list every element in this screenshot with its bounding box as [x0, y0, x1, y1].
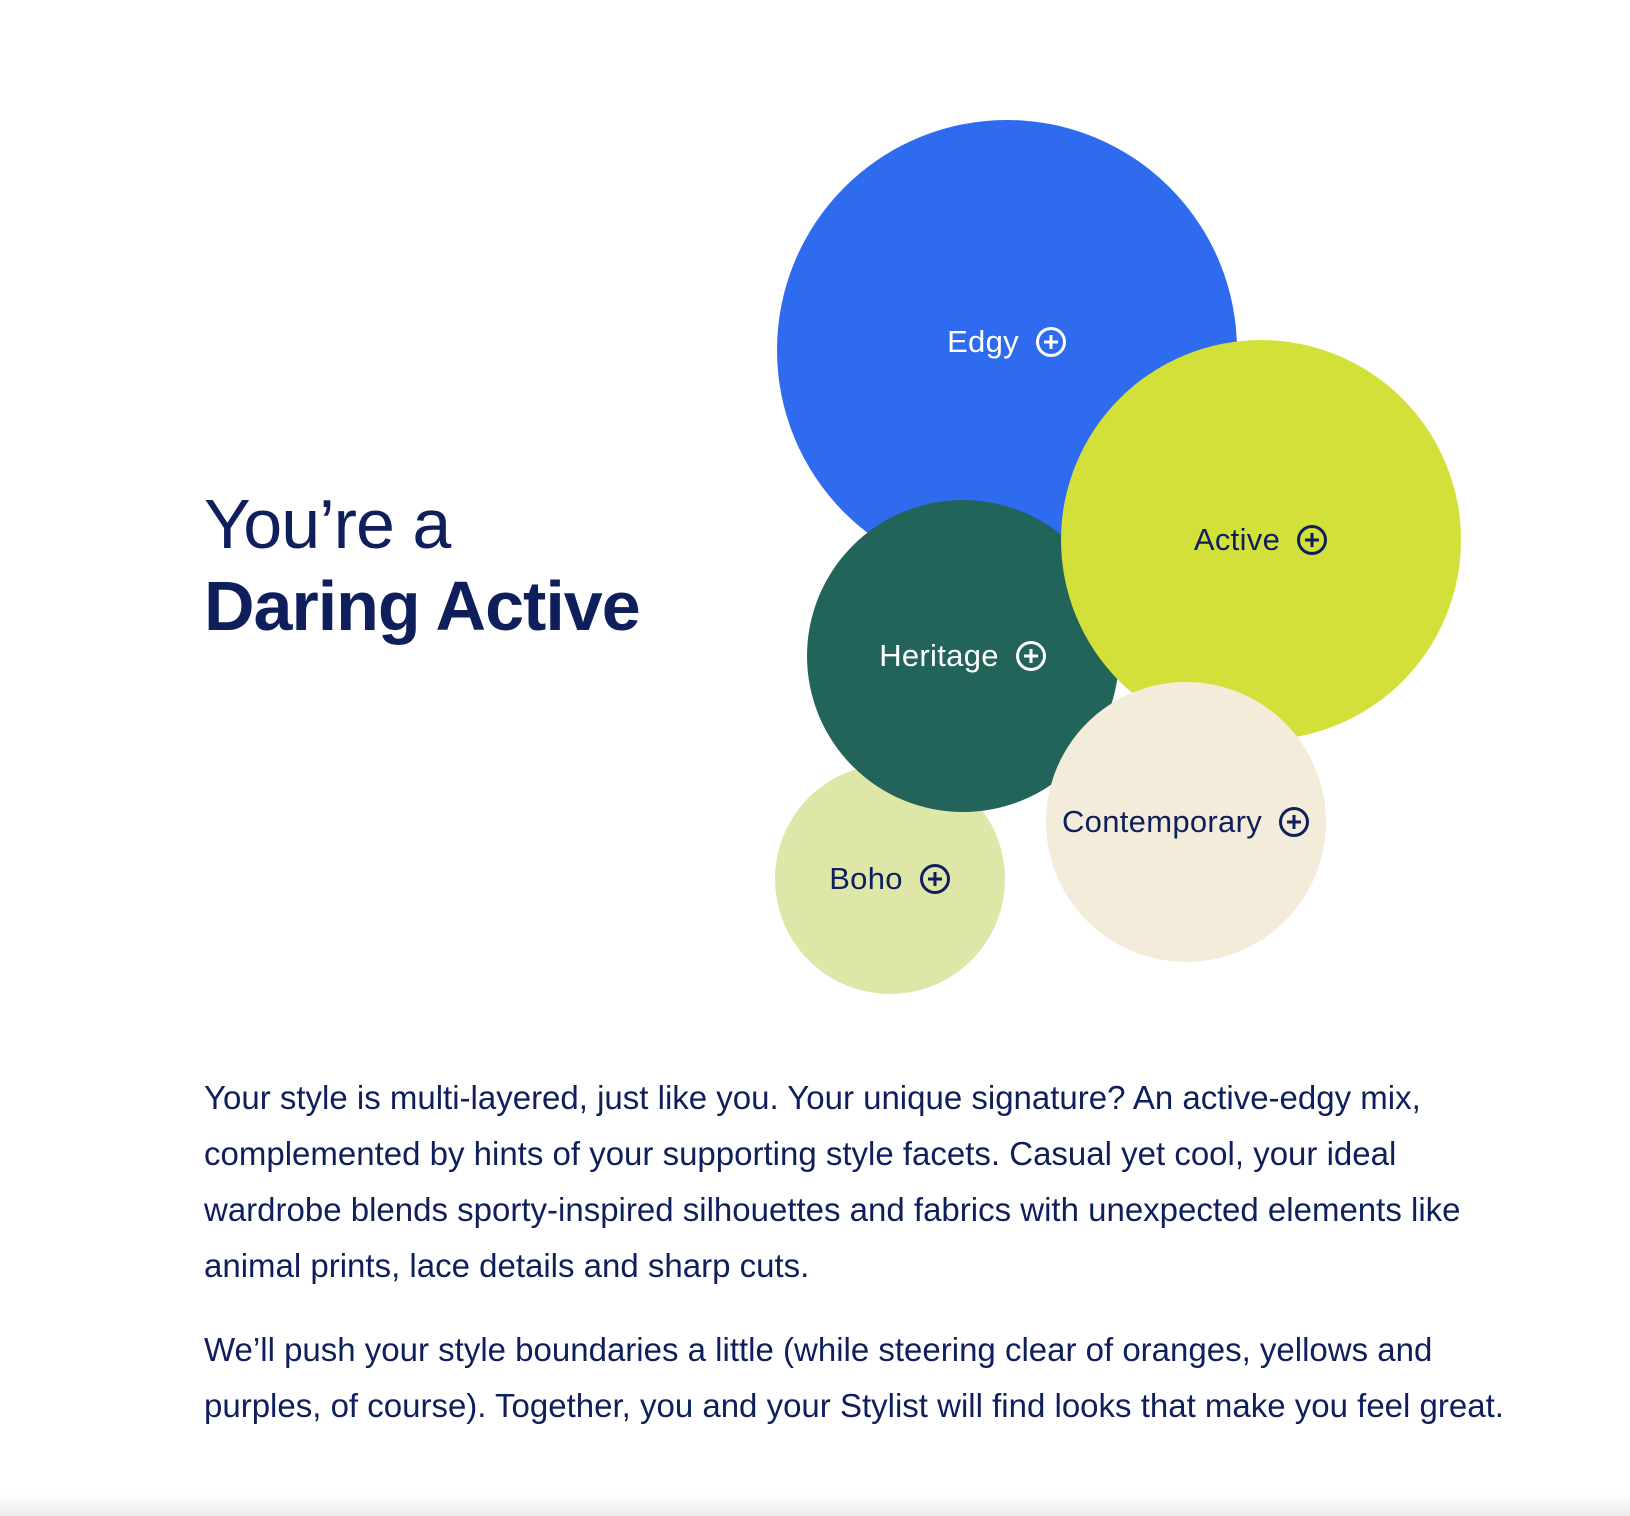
style-description: [204, 1070, 1504, 1462]
bubble-label-heritage: Heritage: [879, 638, 999, 673]
plus-circle-icon[interactable]: [1015, 640, 1047, 672]
description-paragraph-2: We’ll push your style boundaries a little (while steering clear of oranges, yellows and purples, of course). Together, you and your Stylist will find looks that make you feel great.: [204, 1331, 1504, 1424]
plus-circle-icon[interactable]: [1296, 524, 1328, 556]
bubble-active[interactable]: [1061, 340, 1461, 740]
plus-circle-icon[interactable]: [919, 863, 951, 895]
plus-circle-icon[interactable]: [1035, 326, 1067, 358]
bubble-label-active: Active: [1193, 522, 1281, 557]
bubble-label-contemporary: Contemporary: [1061, 804, 1262, 839]
bubble-contemporary[interactable]: [1046, 682, 1326, 962]
title-style-name: Daring Active: [204, 567, 640, 645]
bubble-label-edgy: Edgy: [947, 324, 1019, 359]
title-intro: You’re a: [204, 485, 451, 563]
bubble-label-boho: Boho: [829, 861, 903, 896]
bottom-fade: [0, 1494, 1630, 1516]
plus-circle-icon[interactable]: [1278, 806, 1310, 838]
description-paragraph-1: Your style is multi-layered, just like you. Your unique signature? An active-edgy mix, complemented by hints of your supporting style facets. Casual yet cool, your ideal wardrobe blends sporty-inspired silhouettes and fabrics with unexpected elements like animal prints, lace details and sharp cuts.: [204, 1079, 1461, 1284]
